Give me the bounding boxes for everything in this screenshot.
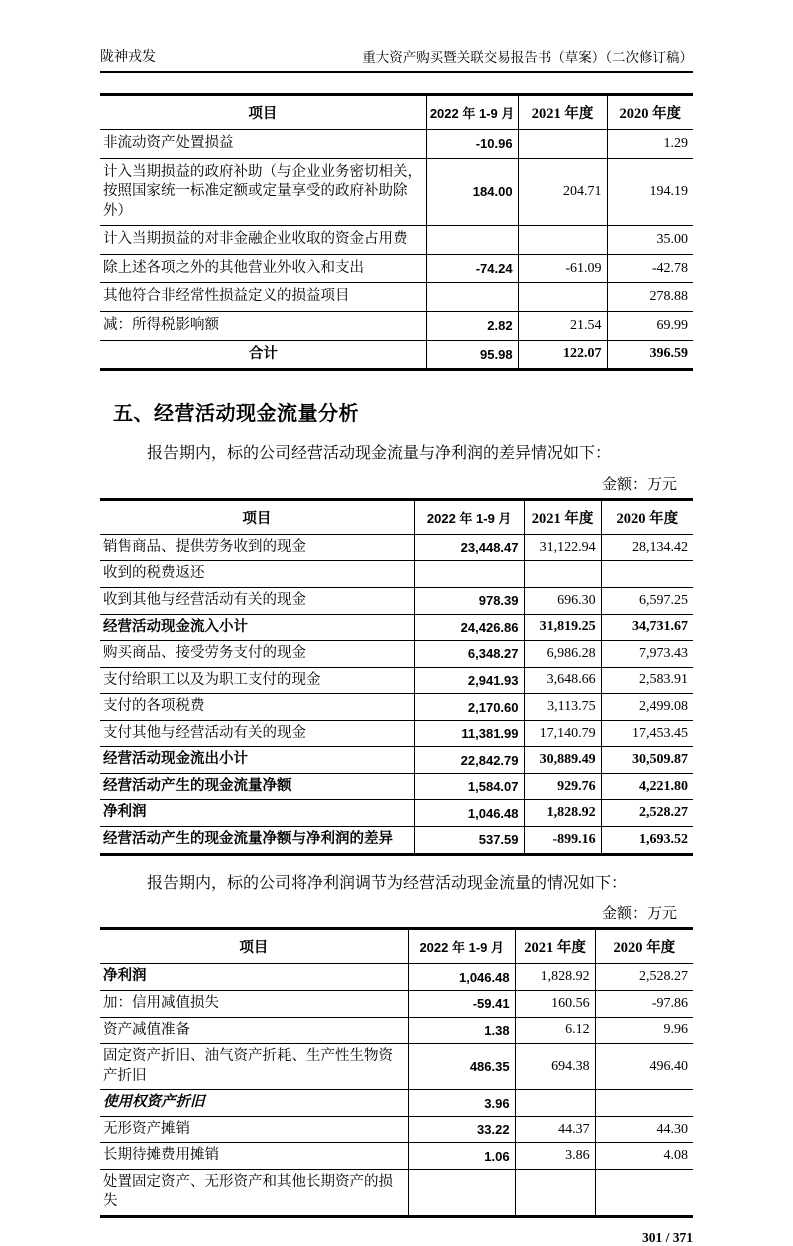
value-2022: 1.06 (408, 1143, 515, 1170)
column-header-2021: 2021 年度 (515, 929, 595, 964)
value-2021: 694.38 (515, 1044, 595, 1090)
value-2020: 1,693.52 (601, 827, 693, 855)
value-2020: 4,221.80 (601, 773, 693, 800)
value-2021: -899.16 (524, 827, 601, 855)
table-subtotal-row (100, 827, 693, 855)
value-2021 (524, 561, 601, 588)
value-2020: 28,134.42 (601, 534, 693, 561)
row-label: 经营活动现金流出小计 (100, 747, 414, 774)
value-2021: 204.71 (518, 158, 607, 226)
value-2022: 24,426.86 (414, 614, 524, 641)
value-2020: 2,499.08 (601, 694, 693, 721)
value-2021: 6.12 (515, 1017, 595, 1044)
value-2022: 11,381.99 (414, 720, 524, 747)
value-2021: 929.76 (524, 773, 601, 800)
value-2020: 496.40 (595, 1044, 693, 1090)
table-row (100, 311, 693, 340)
table-row (100, 561, 693, 588)
value-2021: 696.30 (524, 587, 601, 614)
value-2021: 31,819.25 (524, 614, 601, 641)
value-2020: -42.78 (607, 254, 693, 283)
value-2021: 3,648.66 (524, 667, 601, 694)
page-number: 301 / 371 (641, 1230, 693, 1246)
table-row (100, 641, 693, 668)
value-2020: 7,973.43 (601, 641, 693, 668)
value-2022: 6,348.27 (414, 641, 524, 668)
column-header-2022: 2022 年 1-9 月 (414, 499, 524, 534)
value-2022: 22,842.79 (414, 747, 524, 774)
page-header (100, 46, 693, 73)
value-2022: 33.22 (408, 1116, 515, 1143)
row-label: 处置固定资产、无形资产和其他长期资产的损失 (100, 1169, 408, 1216)
row-label: 支付给职工以及为职工支付的现金 (100, 667, 414, 694)
value-2021 (518, 226, 607, 255)
table-subtotal-row (100, 614, 693, 641)
table-header-row (100, 929, 693, 964)
value-2020 (595, 1169, 693, 1216)
table-subtotal-row (100, 747, 693, 774)
column-header-2020: 2020 年度 (595, 929, 693, 964)
row-label: 固定资产折旧、油气资产折耗、生产性生物资产折旧 (100, 1044, 408, 1090)
value-2022 (426, 226, 518, 255)
value-2020: 30,509.87 (601, 747, 693, 774)
value-2022: 1,046.48 (414, 800, 524, 827)
row-label: 其他符合非经常性损益定义的损益项目 (100, 283, 426, 312)
row-label: 资产减值准备 (100, 1017, 408, 1044)
table-row (100, 158, 693, 226)
value-2021 (515, 1090, 595, 1117)
column-header-2022: 2022 年 1-9 月 (408, 929, 515, 964)
paragraph-cashflow-vs-netprofit: 报告期内，标的公司经营活动现金流量与净利润的差异情况如下： (147, 445, 612, 463)
value-2020: 4.08 (595, 1143, 693, 1170)
value-2020: 194.19 (607, 158, 693, 226)
value-2021: 31,122.94 (524, 534, 601, 561)
paragraph-netprofit-adjustment: 报告期内，标的公司将净利润调节为经营活动现金流量的情况如下： (147, 874, 628, 892)
row-label: 加：信用减值损失 (100, 990, 408, 1017)
table-header-row (100, 499, 693, 534)
table-row (100, 1143, 693, 1170)
column-header-2020: 2020 年度 (601, 499, 693, 534)
column-header-item: 项目 (100, 499, 414, 534)
row-label: 非流动资产处置损益 (100, 130, 426, 159)
non-recurring-items-table (100, 93, 693, 371)
unit-label: 金额：万元 (601, 476, 677, 493)
table-row (100, 226, 693, 255)
value-2021 (518, 283, 607, 312)
table-row (100, 283, 693, 312)
value-2022: 3.96 (408, 1090, 515, 1117)
value-2020: 6,597.25 (601, 587, 693, 614)
table-subtotal-row (100, 773, 693, 800)
value-2022: 1.38 (408, 1017, 515, 1044)
table-total-row (100, 340, 693, 370)
table-header-row (100, 95, 693, 130)
value-2022: 978.39 (414, 587, 524, 614)
unit-label: 金额：万元 (601, 906, 677, 923)
value-2021: 1,828.92 (515, 964, 595, 991)
row-label: 支付的各项税费 (100, 694, 414, 721)
row-label: 计入当期损益的对非金融企业收取的资金占用费 (100, 226, 426, 255)
row-label: 经营活动产生的现金流量净额与净利润的差异 (100, 827, 414, 855)
value-2021: 122.07 (518, 340, 607, 370)
table-row (100, 1169, 693, 1216)
value-2022 (414, 561, 524, 588)
value-2021: -61.09 (518, 254, 607, 283)
value-2022: 537.59 (414, 827, 524, 855)
value-2020: 35.00 (607, 226, 693, 255)
row-label: 支付其他与经营活动有关的现金 (100, 720, 414, 747)
table-row (100, 720, 693, 747)
netprofit-adjustment-table (100, 927, 693, 1218)
row-label: 收到的税费返还 (100, 561, 414, 588)
row-label: 长期待摊费用摊销 (100, 1143, 408, 1170)
table-row (100, 990, 693, 1017)
value-2020: 2,583.91 (601, 667, 693, 694)
value-2021: 21.54 (518, 311, 607, 340)
value-2021: 3.86 (515, 1143, 595, 1170)
row-label: 购买商品、接受劳务支付的现金 (100, 641, 414, 668)
value-2022 (408, 1169, 515, 1216)
column-header-item: 项目 (100, 929, 408, 964)
row-label: 无形资产摊销 (100, 1116, 408, 1143)
value-2020: -97.86 (595, 990, 693, 1017)
value-2022 (426, 283, 518, 312)
value-2020: 278.88 (607, 283, 693, 312)
value-2022: 2.82 (426, 311, 518, 340)
row-label: 除上述各项之外的其他营业外收入和支出 (100, 254, 426, 283)
value-2020: 396.59 (607, 340, 693, 370)
table-row (100, 1017, 693, 1044)
row-label: 净利润 (100, 964, 408, 991)
value-2020: 44.30 (595, 1116, 693, 1143)
table-row (100, 964, 693, 991)
value-2022: 23,448.47 (414, 534, 524, 561)
value-2020: 2,528.27 (601, 800, 693, 827)
table-row (100, 1116, 693, 1143)
value-2022: 2,170.60 (414, 694, 524, 721)
value-2022: -59.41 (408, 990, 515, 1017)
value-2022: 1,584.07 (414, 773, 524, 800)
table-row (100, 667, 693, 694)
value-2021: 3,113.75 (524, 694, 601, 721)
value-2021 (518, 130, 607, 159)
value-2020: 9.96 (595, 1017, 693, 1044)
row-label: 销售商品、提供劳务收到的现金 (100, 534, 414, 561)
row-label: 减：所得税影响额 (100, 311, 426, 340)
value-2020: 2,528.27 (595, 964, 693, 991)
value-2020: 17,453.45 (601, 720, 693, 747)
table-row (100, 587, 693, 614)
operating-cashflow-table (100, 498, 693, 856)
value-2021: 6,986.28 (524, 641, 601, 668)
value-2021: 1,828.92 (524, 800, 601, 827)
value-2022: 1,046.48 (408, 964, 515, 991)
column-header-2022: 2022 年 1-9 月 (426, 95, 518, 130)
value-2020: 34,731.67 (601, 614, 693, 641)
value-2021: 30,889.49 (524, 747, 601, 774)
value-2020 (595, 1090, 693, 1117)
table-row (100, 1090, 693, 1117)
column-header-item: 项目 (100, 95, 426, 130)
header-company-name: 陇神戎发 (100, 50, 156, 65)
value-2021: 44.37 (515, 1116, 595, 1143)
row-label: 经营活动产生的现金流量净额 (100, 773, 414, 800)
header-report-title: 重大资产购买暨关联交易报告书（草案）（二次修订稿） (362, 50, 693, 65)
row-label: 经营活动现金流入小计 (100, 614, 414, 641)
value-2020 (601, 561, 693, 588)
table-row (100, 254, 693, 283)
value-2022: -74.24 (426, 254, 518, 283)
table-row (100, 534, 693, 561)
value-2021: 17,140.79 (524, 720, 601, 747)
value-2022: -10.96 (426, 130, 518, 159)
value-2020: 69.99 (607, 311, 693, 340)
column-header-2020: 2020 年度 (607, 95, 693, 130)
row-label: 使用权资产折旧 (100, 1090, 408, 1117)
table-row (100, 1044, 693, 1090)
table-row (100, 130, 693, 159)
row-label: 收到其他与经营活动有关的现金 (100, 587, 414, 614)
value-2022: 486.35 (408, 1044, 515, 1090)
section-heading: 五、经营活动现金流量分析 (113, 403, 359, 426)
table-row (100, 694, 693, 721)
column-header-2021: 2021 年度 (518, 95, 607, 130)
row-label: 净利润 (100, 800, 414, 827)
value-2022: 2,941.93 (414, 667, 524, 694)
value-2021 (515, 1169, 595, 1216)
value-2022: 95.98 (426, 340, 518, 370)
value-2021: 160.56 (515, 990, 595, 1017)
value-2020: 1.29 (607, 130, 693, 159)
value-2022: 184.00 (426, 158, 518, 226)
column-header-2021: 2021 年度 (524, 499, 601, 534)
row-label: 计入当期损益的政府补助（与企业业务密切相关，按照国家统一标准定额或定量享受的政府补助除外） (100, 158, 426, 226)
row-label: 合计 (100, 340, 426, 370)
table-subtotal-row (100, 800, 693, 827)
